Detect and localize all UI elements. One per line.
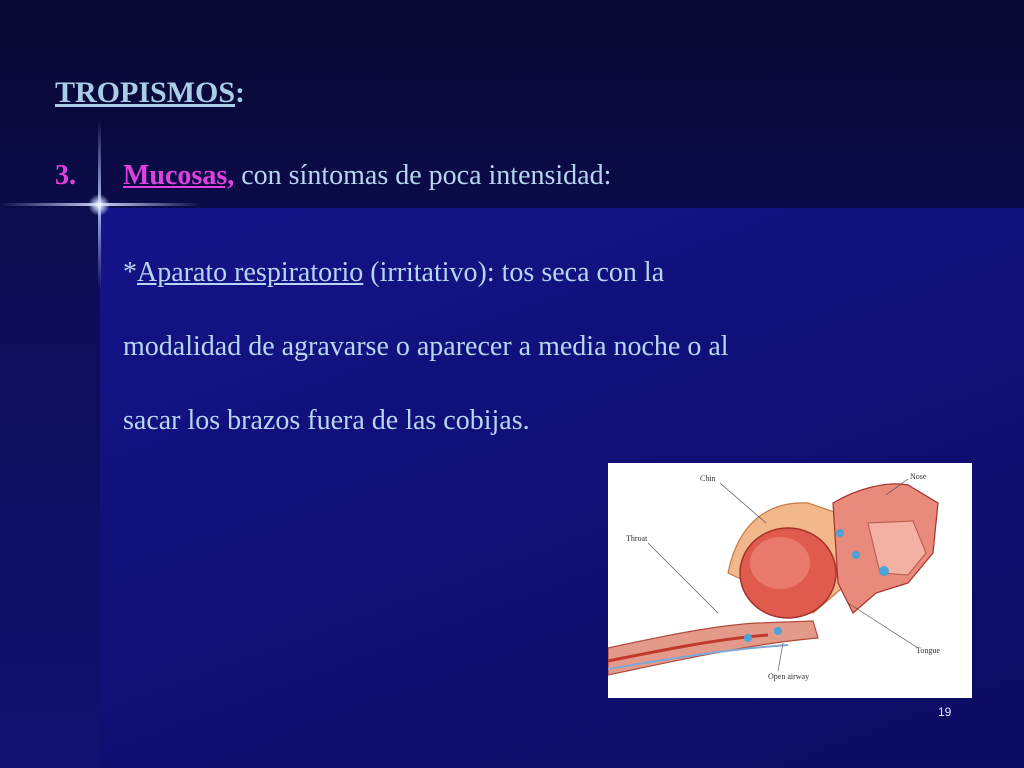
- airway-dot: [852, 551, 860, 559]
- page-number: 19: [938, 705, 952, 719]
- body-line-2: modalidad de agravarse o aparecer a media noche o al: [123, 331, 729, 362]
- open-airway-pointer-line: [778, 643, 783, 671]
- list-item-heading: Mucosas,: [123, 160, 235, 191]
- slide-title-colon: :: [235, 76, 246, 109]
- figure-label-tongue: Tongue: [916, 646, 940, 655]
- body-line-1: [123, 236, 983, 310]
- figure-label-nose: Nose: [910, 472, 927, 481]
- tongue-pointer-line: [848, 603, 918, 648]
- neck-airway-shape: [608, 621, 818, 675]
- throat-pointer-line: [648, 543, 718, 613]
- airway-dot: [879, 566, 889, 576]
- body-paragraph: [123, 236, 983, 458]
- airway-anatomy-figure: [608, 463, 972, 698]
- list-item-heading-text: con síntomas de poca intensidad:: [234, 160, 612, 191]
- body-bullet-asterisk: *: [123, 257, 137, 288]
- list-item-number: 3.: [55, 160, 76, 191]
- slide-title: [55, 76, 245, 110]
- sparkle-star-icon: [88, 194, 110, 216]
- airway-dot: [744, 634, 752, 642]
- airway-anatomy-illustration: [608, 463, 972, 698]
- airway-dot: [774, 627, 782, 635]
- figure-label-throat: Throat: [626, 534, 648, 543]
- airway-dot: [836, 529, 844, 537]
- figure-label-chin: Chin: [700, 474, 716, 483]
- chin-pointer-line: [720, 483, 766, 523]
- list-item-heading-line: [123, 160, 611, 192]
- body-underlined-term: Aparato respiratorio: [137, 257, 364, 288]
- body-line-3: sacar los brazos fuera de las cobijas.: [123, 405, 530, 436]
- figure-label-open-airway: Open airway: [768, 672, 810, 681]
- body-line-1-rest: (irritativo): tos seca con la: [363, 257, 665, 288]
- tongue-highlight: [750, 537, 810, 589]
- slide-title-text: TROPISMOS: [55, 76, 236, 109]
